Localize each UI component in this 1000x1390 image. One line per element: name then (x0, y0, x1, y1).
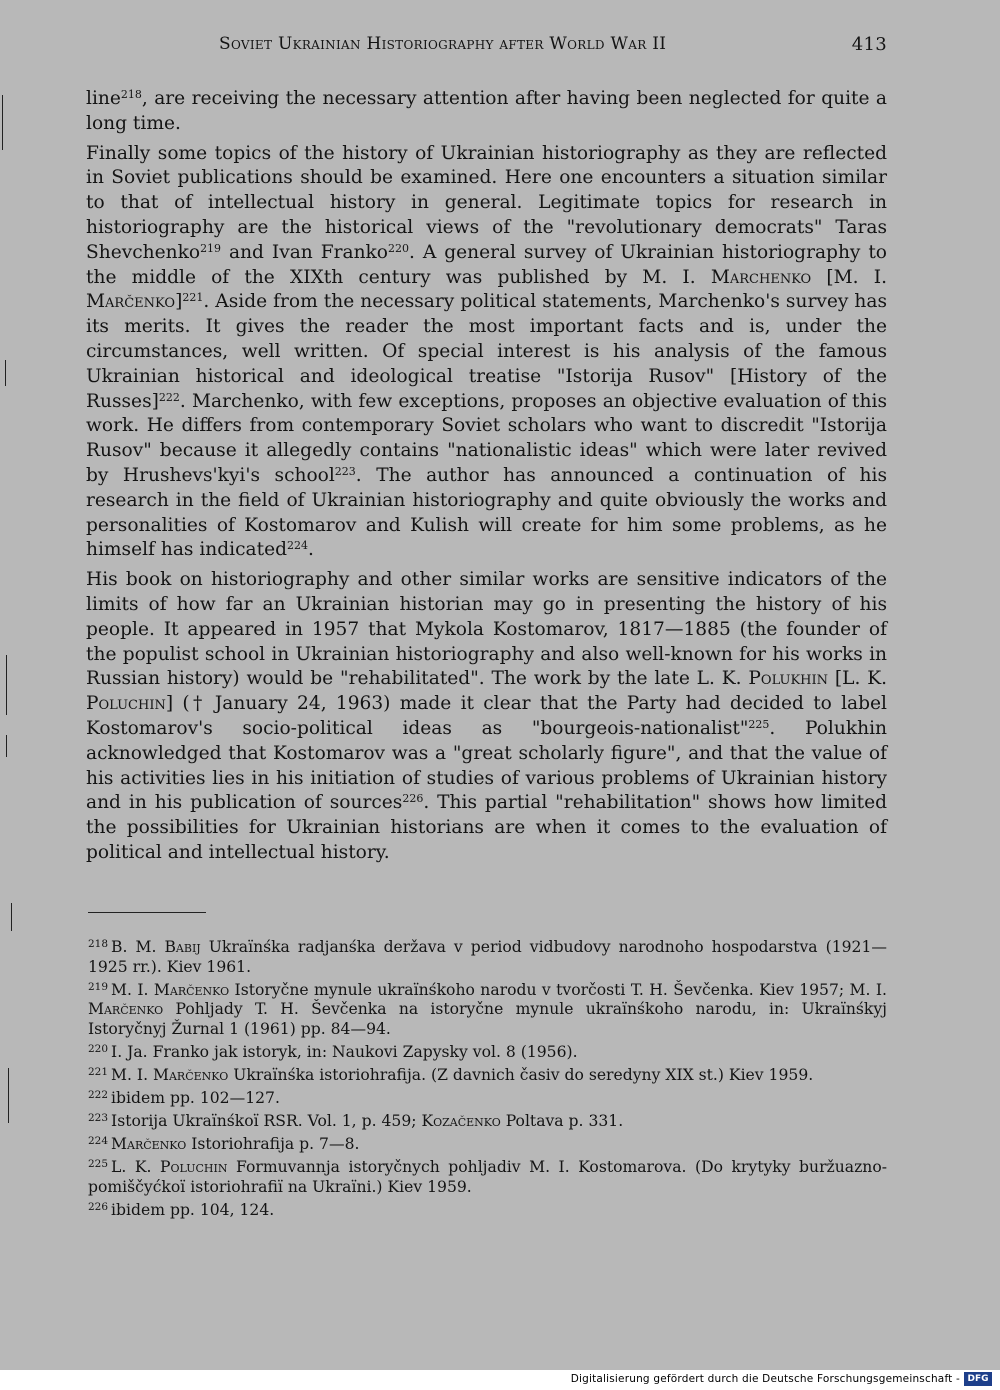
text-run: Istorija Ukraïnśkoï RSR. Vol. 1, p. 459; (111, 1112, 422, 1131)
page-number: 413 (851, 34, 887, 55)
paragraph-3 (86, 568, 887, 866)
running-title: Soviet Ukrainian Historiography after World War II (219, 34, 667, 54)
author-name: Marčenko (88, 1000, 164, 1019)
author-name: Babij (164, 938, 201, 956)
footnote-ref[interactable]: 220 (388, 241, 410, 255)
text-run: . Polukhin acknowledged that Kostomarov was a "great scholarly figure", and that the value of his activities lies in his initiation of studies of various problems of Ukrainian history and in his publication of sources (86, 717, 888, 814)
author-name: Marčenko (86, 291, 176, 313)
text-run: Istoryčne mynule ukraïnśkoho narodu v tvorčosti T. H. Ševčenka. Kiev 1957; M. I. (229, 980, 887, 999)
text-run: Ukraïnśka radjanśka deržava v period vidbudovy narodnoho hospodarstva (1921—1925 rr.). Kiev 1961. (88, 938, 887, 976)
text-run: [M. I. (811, 266, 887, 288)
footnote-222 (88, 1089, 887, 1109)
footnote-number: 222 (88, 1089, 109, 1102)
text-run: and Ivan Franko (221, 241, 389, 263)
footnote-ref[interactable]: 225 (748, 717, 770, 731)
paragraph-2 (86, 142, 887, 564)
scan-edge-mark (11, 903, 12, 931)
text-run: . This partial "rehabilitation" shows how limited the possibilities for Ukrainian historians are when it comes to the evaluation of political and intellectual history. (86, 792, 887, 863)
text-run: , are receiving the necessary attention after having been neglected for quite a long time. (86, 88, 887, 134)
scan-edge-mark (6, 655, 7, 715)
text-run: ] (175, 291, 183, 313)
author-name: Marčenko (153, 1066, 229, 1085)
footnote-218 (88, 938, 887, 977)
text-run: ibidem pp. 104, 124. (111, 1201, 275, 1220)
footnote-219 (88, 981, 887, 1040)
dfg-logo: DFG (964, 1372, 992, 1386)
footnote-number: 224 (88, 1135, 109, 1148)
footnote-ref[interactable]: 222 (158, 390, 180, 404)
footnotes (88, 938, 887, 1224)
text-run: Finally some topics of the history of Ukrainian historiography as they are reflected in Soviet publications should be examined. Here one encounters a situation similar to that of intellectual history in general. Legitimate topics for research in historiography are the historical views of the "revolutionary democrats" Taras Shevchenko (86, 142, 887, 263)
text-run: His book on historiography and other similar works are sensitive indicators of the limits of how far an Ukrainian historian may go in presenting the history of his people. It appeared in 1957 that Mykola Kostomarov, 1817—1885 (the founder of the populist school in Ukrainian historiography and also well-known for his works in Russian history) would be "rehabilitated". The work by the late L. K. (86, 569, 887, 690)
footnote-ref[interactable]: 221 (182, 291, 204, 305)
text-run: [L. K. (828, 668, 887, 690)
footnote-223 (88, 1112, 887, 1132)
author-name: Polukhin (748, 668, 829, 690)
running-header (219, 34, 887, 60)
text-run: I. Ja. Franko jak istoryk, in: Naukovi Zapysky vol. 8 (1956). (111, 1042, 578, 1061)
text-run: Formuvannja istoryčnych pohljadiv M. I. Kostomarova. (Do krytyky buržuazno-pomiščyćkoï istoriohrafiï na Ukraïni.) Kiev 1959. (88, 1158, 887, 1197)
text-run: ] († January 24, 1963) made it clear that the Party had decided to label Kostomarov's socio-political ideas as "bourgeois-nationalist" (86, 693, 887, 739)
text-run: Pohljady T. H. Ševčenka na istoryčne mynule ukraïnśkoho narodu, in: Ukraïnśkyj Istoryčnyj Žurnal 1 (1961) pp. 84—94. (88, 1000, 887, 1038)
footnote-number: 223 (88, 1112, 109, 1125)
footnote-ref[interactable]: 223 (334, 464, 356, 478)
text-run: ibidem pp. 102—127. (111, 1089, 280, 1108)
footnote-ref[interactable]: 219 (200, 241, 222, 255)
footnote-number: 220 (88, 1042, 109, 1055)
text-run: M. I. (111, 980, 154, 999)
text-run: . A general survey of Ukrainian historiography to the middle of the XIXth century was published by M. I. (86, 241, 888, 288)
digitization-footer (0, 1370, 1000, 1390)
footnote-224 (88, 1135, 887, 1155)
footnote-number: 225 (88, 1158, 109, 1171)
author-name: Kozačenko (421, 1112, 501, 1131)
text-run: line (86, 88, 121, 109)
footnote-220 (88, 1043, 887, 1063)
scan-edge-mark (6, 735, 7, 757)
footnote-221 (88, 1066, 887, 1086)
author-name: Marčenko (111, 1135, 187, 1154)
text-run: . The author has announced a continuation of his research in the field of Ukrainian historiography and quite obviously the works and personalities of Kostomarov and Kulish will create for him some problems, as he himself has indicated (86, 464, 887, 561)
text-run: M. I. (111, 1066, 154, 1085)
footnote-number: 218 (88, 938, 109, 950)
footnote-225 (88, 1158, 887, 1197)
footnote-number: 219 (88, 980, 109, 993)
digitization-credit: Digitalisierung gefördert durch die Deutsche Forschungsgemeinschaft - (570, 1373, 960, 1385)
scan-edge-mark (5, 360, 6, 386)
footnote-number: 221 (88, 1066, 109, 1079)
text-run: Ukraïnśka istoriohrafija. (Z davnich časiv do seredyny XIX st.) Kiev 1959. (228, 1066, 814, 1085)
text-run: Istoriohrafija p. 7—8. (186, 1135, 360, 1154)
text-run: . Marchenko, with few exceptions, proposes an objective evaluation of this work. He differs from contemporary Soviet scholars who want to discredit "Istorija Rusov" because it allegedly contains "nationalistic ideas" which were later revived by Hrushevs'kyi's school (86, 390, 887, 486)
text-run: . (308, 539, 314, 561)
footnote-ref[interactable]: 224 (287, 539, 308, 553)
footnote-number: 226 (88, 1201, 109, 1214)
paragraph-1 (86, 87, 887, 137)
scan-edge-mark (2, 95, 3, 150)
author-name: Poluchin (160, 1158, 228, 1177)
footnote-ref[interactable]: 226 (402, 792, 424, 806)
main-text (86, 87, 887, 871)
text-run: Poltava p. 331. (500, 1112, 624, 1131)
author-name: Marchenko (710, 266, 812, 288)
footnote-separator (88, 912, 206, 913)
scan-edge-mark (8, 1068, 9, 1123)
author-name: Marčenko (153, 980, 230, 999)
text-run: L. K. (111, 1158, 161, 1177)
text-run: B. M. (111, 938, 165, 956)
footnote-226 (88, 1201, 887, 1221)
text-run: . Aside from the necessary political statements, Marchenko's survey has its merits. It gives the reader the most important facts and is, under the circumstances, well written. Of special interest is his analysis of the famous Ukrainian historical and ideological treatise "Istorija Rusov" [History of the Russes] (86, 291, 887, 412)
footnote-ref[interactable]: 218 (120, 88, 142, 101)
author-name: Poluchin (86, 693, 166, 715)
